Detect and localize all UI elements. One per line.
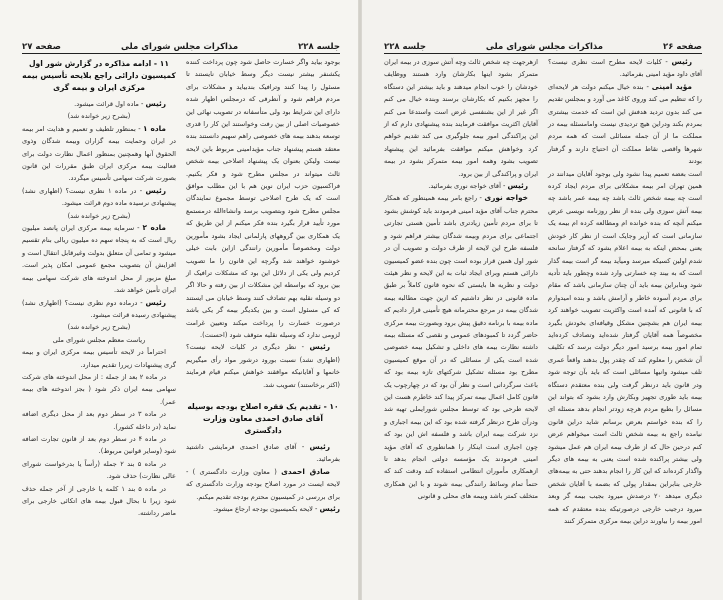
speaker-name: رئیس bbox=[671, 57, 692, 66]
speech: رئیس - کلیات لایحه مطرح است نظری نیست؟ آقای داود مؤید امینی بفرمائید. bbox=[548, 57, 702, 79]
paragraph: در ماده ۵ بند ۲ جمله (رأساً یا بدرخواست شورای عالی نظارت) حذف شود. bbox=[22, 459, 176, 481]
journal-title: مذاکرات مجلس شورای ملی bbox=[120, 42, 239, 52]
session-number: جلسه ۲۲۸ bbox=[298, 42, 340, 52]
page-number: صفحه ۲۷ bbox=[22, 42, 61, 52]
speaker-name: رئیس bbox=[145, 185, 166, 195]
speaker-name: مؤید امینی bbox=[651, 81, 692, 91]
speaker-name: رئیس bbox=[507, 181, 528, 191]
article-label: ماده ۱ bbox=[143, 123, 166, 133]
article: ماده ۲ - سرمایه بیمه مرکزی ایران پانصد میلیون ریال است که به پنجاه سهم ده میلیون ریالی بنام تقسیم میشود و تمامی آن متعلق بدولت وغیرقابل انتقال است و افزایش آن بتصویب مجمع عمومی امکان پذیر است. مبلغ مزبور از محل اندوخته های شرکت سهامی بیمه ایران تأمین خواهد شد. bbox=[22, 223, 176, 295]
speech: رئیس - نظر دیگری در کلیات لایحه نیست؟ (اظهاری نشد) نسبت بورود درشور مواد رأی میگیریم خانمها و آقایانیکه موافقند خواهش میکنم قیام فرمایند (اکثر برخاستند) تصویب شد. bbox=[186, 342, 340, 389]
speaker-name: رئیس bbox=[145, 99, 166, 108]
speech: رئیس - در ماده ۱ نظری نیست؟ (اظهاری نشد) پیشنهادی نرسیده ماده دوم قرائت میشود. bbox=[22, 185, 176, 208]
text-columns bbox=[22, 56, 340, 520]
speaker-name: رئیس bbox=[145, 297, 166, 307]
page-number: صفحه ۲۶ bbox=[663, 42, 702, 52]
paragraph: در ماده ۳ در سطر دوم بعد از محل دیگری اضافه نماید (در داخله کشور). bbox=[22, 410, 176, 431]
paragraph: احتراماً در لایحه تأسیس بیمه مرکزی ایران و بیمه گری پیشنهادات زیررا تقدیم میدارد. bbox=[22, 348, 176, 369]
section-heading: ۱۰ - تقدیم یک فقره اصلاح بودجه بوسیله آقای صادق احمدی معاون وزارت دادگستری bbox=[187, 401, 339, 435]
page-26 bbox=[362, 0, 723, 600]
article: ماده ۱ - بمنظور تلطیف و تعمیم و هدایت امر بیمه در ایران وحمایت بیمه گزاران وبیمه شدگان وذوی الحقوق آنها وهمچنین بمنظور اعمال نظارت دولت برای فعالیت بیمه مرکزی ایران طبق مقررات این قانون بصورت شرکت سهامی تأسیس میگردد. bbox=[22, 123, 176, 183]
speaker-name: رئیس bbox=[309, 441, 330, 451]
speech: رئیس - لایحه بکمیسیون بودجه ارجاع میشود. bbox=[213, 504, 340, 513]
text-columns bbox=[384, 56, 702, 527]
speech: صادق احمدی ( معاون وزارت دادگستری ) - لایحه ایست در مورد اصلاح بودجه وزارت دادگستری که برای بررسی در کمیسیون محترم بودجه تقدیم میکنم. bbox=[186, 466, 340, 501]
speech: رئیس - آقای خواجه نوری بفرمائید. bbox=[428, 181, 528, 191]
paragraph: ازهرجهت چه شخص ثالث وچه آتش سوزی در بیمه ایران متمرکز بشود اینها بکارشان وارد هستند ووظایف خودشان را خوب انجام میدهند و باید بیشتر این دستگاه را مجهز بکنیم که بکارشان برسند وبنده خیال می کنم اگر غیر از این بشنفسی غرض است واستدعا می کنم آقایان اکثریت موافقت فرمایند بنده پیشنهادی دارم که از این پراکندگی امور بیمه جلوگیری می کند تقدیم خواهم کرد وخواهش میکنم موافقت بفرمائید این پیشنهاد تصویب بشود وهمه امور بیمه متمرکز بشود در بیمه ایران و پراکندگی از بین برود. bbox=[384, 58, 538, 178]
reading-note: (بشرح زیر خوانده شد) bbox=[67, 211, 131, 220]
paragraph: است بعضه تعمیم پیدا نشود ولی بوجود آقایان میدانند در همین تهران امر بیمه مشکلاتی برای مردم ایجاد کرده است چه بیمه شخص ثالث باشد چه بیمه عمر باشد چه بیمه آتش سوزی ولی بنده از نظر روزنامه نویسی عرض میکنم آنچه که بنده خوانده ام ومطالعه کرده ام بیمه یک سازمانی است که آزیر وجایک است از نظر کار خودش یعنی بمحض اینکه به بیمه اعلام بشود که گرفتار سانحه شدم اولین کسیکه میرسد ومیآید بیمه گر است بیمه گذار است که به بیند چه خسارتی وارد شده وچطور باید تأدیه شود وبنابراین بیمه باید آن چنان سازمانی باشد که مقام برای مردم آسوده خاطر و آرامش باشد و بنده امیدوارم که با قانونی که آمده است واکثریت تصویب خواهند کرد بیمه ایران هم بشچنین مشکل وقیافه‌ای بخودش بگیرد مخصوصاً همه آقایان گرفتار شده‌اید وتصادف کرده‌اید تمام امور بیمه برسید امور دیگر دولت برسد که تکلیف آن شخص را معلوم کند که چقدر پول بدهند واقعاً عمری تلف میشود وانیها مسائلی است که باید بآن توجه شود ودر قانون باید درنظر گرفت ولی بنده معتقدم دستگاه بیمه باید طوری تجهیز وبکارش وارد بشود که بتواند این مسائل را بطبع مردم هرچه زودتر انجام بدهد مسئله ای را که بنده خواستم بعرض برسانم شاید دراین قانون نیامده راجع به بیمه شخص ثالث است میخواهم عرض کنم درحین حال که از طرف بیمه ایران هم عمل میشود ولی بیشتر پراکنده شده است یعنی به بیمه های دیگر واگذار کرده‌اند که این کار را انجام بدهند حتی به بیمه‌های خارجی بنابراین بمقدار پولی که بضمه با آقایان شخص دیگری میدهد ۲۰ درصدش میرود بجیب بیمه گر وبعد میرود درجیب خارجی درصورتیکه بنده معتقدم که همه امور بیمه را بیاورند دراین بیمه مرکزی متمرکز کنند bbox=[548, 169, 702, 526]
reading-note: (بشرح زیر خوانده شد) bbox=[67, 323, 131, 332]
reading-note: (بشرح زیر خوانده شد) bbox=[67, 112, 131, 121]
speech: مؤید امینی - بنده خیال میکنم دولت هر لایحه‌ای را که تنظیم می کند وروی کاغذ می آورد و بمجلس تقدیم می کند بدون تردید هدفش این است که خدمت بیشتری بمردم بکند ودراین هیچ تردیدی نیست وامامسئله بیمه در مملکت ما از آن جمله مسائلی است که همه مردم شهرها واقصی نقاط مملکت آن احتیاج دارند و گرفتار بودند bbox=[548, 81, 702, 166]
column-right bbox=[548, 56, 702, 527]
column-right bbox=[186, 56, 340, 520]
section-heading: ۱۱ - ادامه مذاکره در گزارش شور اول کمیسیون دارائی راجع بلایحه تأسیس بیمه مرکزی ایران و بیمه گری bbox=[22, 59, 176, 92]
session-number: جلسه ۲۲۸ bbox=[384, 42, 426, 52]
speaker-name: رئیس bbox=[319, 504, 340, 513]
journal-title: مذاکرات مجلس شورای ملی bbox=[485, 42, 604, 52]
page-27 bbox=[0, 0, 358, 600]
speech: خواجه نوری - راجع بامر بیمه همینطور که همکار محترم جناب آقای مؤید امینی فرمودند باید کوشش بشود تا برای مردم تأمین زیادتری باشد تأمین هستی تجارتی اجتماعی برای مردم وبیمه شدگان بیشتر فراهم شود و فلسفه طرح این لایحه از طرف دولت و تصویب آن در شور اول همین قرار بوده است چون بنده عضو کمیسیون دارائی هستم وبرای ایجاد ثبات به این لایحه و نظر هیئت دولت و نظریه ها بایستی که نحوه قانون کاملاً بر طبق ماده قانونی در نظر داشتیم که ازین جهت مطالبه بیمه شدگان بیمه در مرجع محترمانه هیچ تأمینی قرار دادیم که ماده بیمه با برنامه دقیق پیش برود وبصورت بیمه مرکزی حاضر گردد تا کمبودهای عمومی و نقصی که مسئله بیمه داشته نظارت بیمه های داخلی و تشکیل بیمه خصوصی شده است یکی از مسائلی که در آن موقع کمیسیون مطرح بود مسئله تشکیل شرکتهای تازه بیمه بود که باعث سرگردانی است و نظر آن بود که در چهارچوب یک قانون کامل اعمال بیمه تمرکز پیدا کند خاطرم هست این لایحه طرحی بود که توسط مجلس شورایملی تهیه شد ودرآن طرح درنظر گرفته شده بود که این بیمه اجباری و نزد شرکت بیمه ایران باشد و فلسفه اش این بود که چون اجباری است اینکار را همانطوری که آقای مؤید امینی فرمودند یک مؤسسه دولتی انجام بدهد تا ازهمکاری مأموران انتظامی استفاده کند ودقت کند که حتماً تمام وسائط رانندگی بیمه شوند و با این همکاری متخلف کمتر باشد وبیمه های محلی و قانونی bbox=[384, 193, 538, 501]
column-left bbox=[384, 56, 538, 527]
article-label: ماده ۲ bbox=[142, 223, 166, 233]
speaker-name: رئیس bbox=[309, 342, 330, 352]
speaker-name: خواجه نوری bbox=[484, 193, 529, 203]
paragraph: در ماده ۴ در سطر دوم بعد از قانون تجارت اضافه شود (وسایر قوانین مربوط). bbox=[22, 434, 176, 456]
letter-salutation: ریاست معظم مجلس شورای ملی bbox=[52, 335, 146, 344]
speaker-name: صادق احمدی bbox=[281, 466, 330, 476]
paragraph: در ماده ۲ بعد از جمله : از محل اندوخته های شرکت سهامی بیمه ایران ذکر شود ( بجز اندوخته های بیمه عمر). bbox=[22, 372, 176, 406]
paragraph: در ماده ۵ بند ۱ کلمه یا خارجی از آخر جمله حذف شود زیرا نا بحال قبول بیمه های اتکائی خارجی برای ماضر رداشته. bbox=[22, 484, 176, 518]
running-head bbox=[22, 38, 340, 54]
speech: رئیس - آقای صادق احمدی فرمایشی داشتید بفرمائید. bbox=[186, 441, 340, 464]
speech: رئیس - درماده دوم نظری نیست؟ (اظهاری نشد) پیشنهادی رسیده قرائت میشود. bbox=[22, 297, 176, 319]
column-left bbox=[22, 56, 176, 520]
running-head bbox=[384, 38, 702, 54]
paragraph: بوجود بیاید واگر خسارت حاصل شود چون پرداخت کننده یکشنفر بیشتر نیست دیگر وسط خیابان نایستند تا مسئول را پیدا کنند وترافیک بندبیاید و مشکلات برای مردم فراهم شود و آنطرفی که درمجلس اظهار شده دارای این شرایط بود ولی متأسفانه در تصویب نهائی این خصوصیات اصلی از بین رفت وخواستند این کار را قدری توسعه بدهند بیمه های خصوصی راهم سهیم دانستند بنده معتقد هستم پیشنهاد جناب مؤیدامینی مربوط باین لایحه نیست ولیکن بعنوان یک پیشنهاد اصلاحی بیمه شخص ثالث میتواند در مجلس مطرح شود و فکر بکنیم. فراکسیون حزب ایران نوین هم با این مطلب موافق است که یک طرح اصلاحی توسط مجموع نمایندگان مجلس مطرح شود وبتصویب برسد وانشاءالله درمستمع مورد تأیید قرار بگیرد بنده فکر میکنم از این طریق که یک همکاری بین گروههای پارلمانی ایجاد بشود مأمورین دولت ومخصوصاً مأمورین رانندگی ازاین بابت خیلی خوشنود خواهند شد وگرچه این قانون را ما تصویب کردیم ولی یکی از دلائل این بود که مشکلات ترافیک از بین برود که بواسطه این مشکلات از بین رفته و حالا اگر دو وسیله نقلیه بهم تصادف کنند وسط خیابان می ایستند که کی مسئول است و بین یکدیگر بیمه گر یکی باشد درصورت خسارت را پرداخت میکند وتعیین غرامت لزومی ندارد که وسیله نقلیه متوقف شود (احسنت). bbox=[186, 58, 340, 339]
speech: رئیس - ماده اول قرائت میشود. bbox=[74, 99, 166, 108]
